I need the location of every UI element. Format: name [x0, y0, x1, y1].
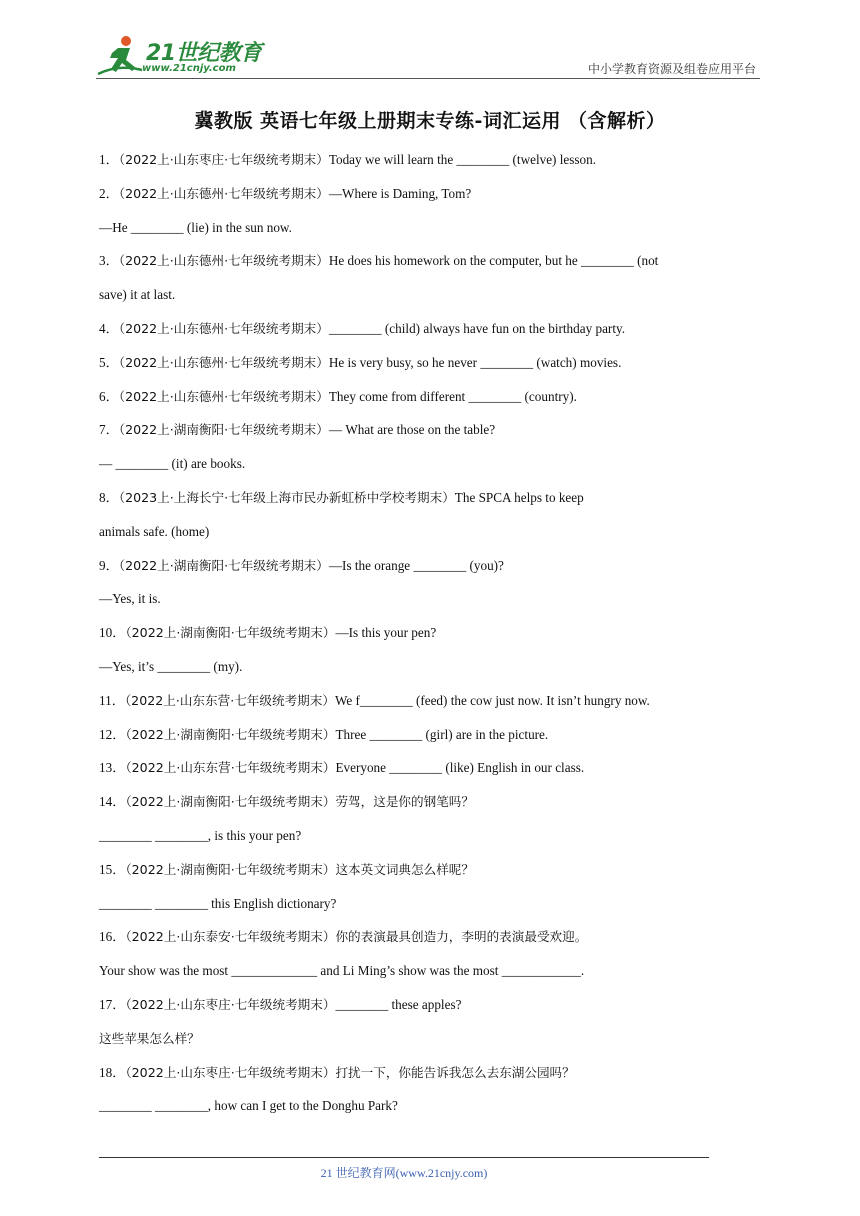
question-list — [99, 146, 763, 1126]
runner-icon — [96, 34, 144, 78]
question-text: —Yes, it’s ________ (my). — [99, 658, 243, 674]
question-line — [99, 518, 763, 552]
question-text: save) it at last. — [99, 287, 176, 303]
question-text: —Is the orange ________ (you)? — [328, 557, 504, 573]
question-line — [99, 1025, 763, 1059]
question-source: （2022上·山东枣庄·七年级统考期末） — [118, 152, 329, 167]
question-line — [99, 991, 763, 1025]
question-line — [99, 484, 763, 518]
question-line — [99, 619, 763, 653]
question-line — [99, 653, 763, 687]
question-text: —Yes, it is. — [99, 591, 161, 607]
question-line — [99, 822, 763, 856]
question-line — [99, 315, 763, 349]
question-text: ________ ________ this English dictionary? — [99, 895, 337, 911]
question-line — [99, 383, 763, 417]
logo-title: 21世纪教育 — [146, 41, 262, 66]
question-text: They come from different ________ (country). — [328, 388, 577, 404]
question-number: 8． — [99, 489, 119, 505]
question-text: Your show was the most _____________ and Li Ming’s show was the most ____________. — [99, 963, 585, 979]
page-title: 冀教版 英语七年级上册期末专练-词汇运用 （含解析） — [194, 110, 666, 132]
question-text: —He ________ (lie) in the sun now. — [99, 219, 292, 235]
question-line — [99, 788, 763, 822]
question-line — [99, 1092, 763, 1126]
question-number: 11． — [99, 692, 125, 708]
question-text: Everyone ________ (like) English in our class. — [335, 760, 585, 776]
question-text: He does his homework on the computer, but he ________ (not — [328, 253, 659, 269]
question-number: 16． — [99, 929, 126, 945]
question-source: （2022上·山东德州·七年级统考期末） — [118, 185, 329, 201]
question-text: ________ (child) always have fun on the birthday party. — [328, 320, 626, 336]
question-line — [99, 281, 763, 315]
question-text: 打扰一下，你能告诉我怎么去东湖公园吗？ — [335, 1064, 575, 1080]
question-number: 3． — [99, 253, 119, 269]
question-line — [99, 450, 763, 484]
question-number: 5． — [99, 354, 119, 370]
question-source: （2023上·上海长宁·七年级上海市民办新虹桥中学校考期末） — [118, 489, 455, 505]
question-line — [99, 585, 763, 619]
question-source: （2022上·湖南衡阳·七年级统考期末） — [125, 726, 336, 742]
question-text: — ________ (it) are books. — [99, 456, 246, 472]
question-line — [99, 349, 763, 383]
question-line — [99, 957, 763, 991]
question-text: — What are those on the table? — [328, 422, 496, 438]
question-text: ________ these apples? — [335, 996, 462, 1012]
footer-link[interactable]: 21 世纪教育网(www.21cnjy.com) — [320, 1166, 488, 1180]
question-source: （2022上·湖南衡阳·七年级统考期末） — [125, 861, 336, 877]
question-line — [99, 180, 763, 214]
question-source: （2022上·山东枣庄·七年级统考期末） — [125, 1064, 336, 1080]
question-number: 2． — [99, 185, 119, 201]
question-line — [99, 856, 763, 890]
question-text: He is very busy, so he never ________ (watch) movies. — [328, 354, 622, 370]
question-number: 10． — [99, 625, 126, 641]
question-line — [99, 416, 763, 450]
question-number: 9． — [99, 557, 119, 573]
question-number: 17． — [99, 996, 126, 1012]
question-text: The SPCA helps to keep — [454, 489, 584, 505]
question-number: 6． — [99, 388, 119, 404]
question-line — [99, 721, 763, 755]
question-source: （2022上·山东德州·七年级统考期末） — [118, 354, 329, 370]
question-line — [99, 552, 763, 586]
question-number: 14． — [99, 794, 126, 810]
question-line — [99, 890, 763, 924]
question-text: ________ ________, how can I get to the Donghu Park? — [99, 1098, 398, 1114]
logo-url: www.21cnjy.com — [142, 63, 236, 74]
logo — [96, 34, 266, 78]
question-number: 1． — [99, 152, 119, 167]
question-number: 13． — [99, 760, 126, 776]
question-line — [99, 214, 763, 248]
question-source: （2022上·山东德州·七年级统考期末） — [118, 253, 329, 269]
question-text: animals safe. (home) — [99, 523, 210, 539]
question-text: —Is this your pen? — [335, 625, 437, 641]
footer-divider — [99, 1157, 709, 1158]
question-text: Today we will learn the ________ (twelve) lesson. — [328, 152, 597, 167]
question-text: ________ ________, is this your pen? — [99, 827, 302, 843]
question-text: 这些苹果怎么样？ — [99, 1030, 200, 1046]
question-line — [99, 1059, 763, 1093]
question-line — [99, 146, 763, 180]
question-source: （2022上·山东德州·七年级统考期末） — [118, 388, 329, 404]
header-divider — [96, 78, 760, 79]
question-text: —Where is Daming, Tom? — [328, 185, 472, 201]
question-number: 15． — [99, 861, 126, 877]
question-number: 18． — [99, 1064, 126, 1080]
page-header — [96, 30, 756, 80]
question-text: 这本英文词典怎么样呢？ — [335, 861, 474, 877]
question-text: 你的表演最具创造力，李明的表演最受欢迎。 — [335, 929, 588, 945]
question-number: 7． — [99, 422, 119, 438]
question-source: （2022上·湖南衡阳·七年级统考期末） — [118, 557, 329, 573]
question-source: （2022上·湖南衡阳·七年级统考期末） — [125, 625, 336, 641]
question-number: 4． — [99, 320, 119, 336]
question-source: （2022上·山东德州·七年级统考期末） — [118, 320, 329, 336]
platform-label: 中小学教育资源及组卷应用平台 — [587, 62, 756, 76]
question-source: （2022上·山东泰安·七年级统考期末） — [125, 929, 336, 945]
question-text: We f________ (feed) the cow just now. It isn’t hungry now. — [334, 692, 650, 708]
question-number: 12． — [99, 726, 126, 742]
question-source: （2022上·湖南衡阳·七年级统考期末） — [125, 794, 336, 810]
question-line — [99, 247, 763, 281]
question-text: Three ________ (girl) are in the picture. — [335, 726, 549, 742]
question-line — [99, 923, 763, 957]
question-source: （2022上·湖南衡阳·七年级统考期末） — [118, 422, 329, 438]
question-line — [99, 754, 763, 788]
question-text: 劳驾，这是你的钢笔吗？ — [335, 794, 474, 810]
question-source: （2022上·山东东营·七年级统考期末） — [125, 760, 336, 776]
question-source: （2022上·山东枣庄·七年级统考期末） — [125, 996, 336, 1012]
question-source: （2022上·山东东营·七年级统考期末） — [124, 692, 335, 708]
question-line — [99, 687, 763, 721]
